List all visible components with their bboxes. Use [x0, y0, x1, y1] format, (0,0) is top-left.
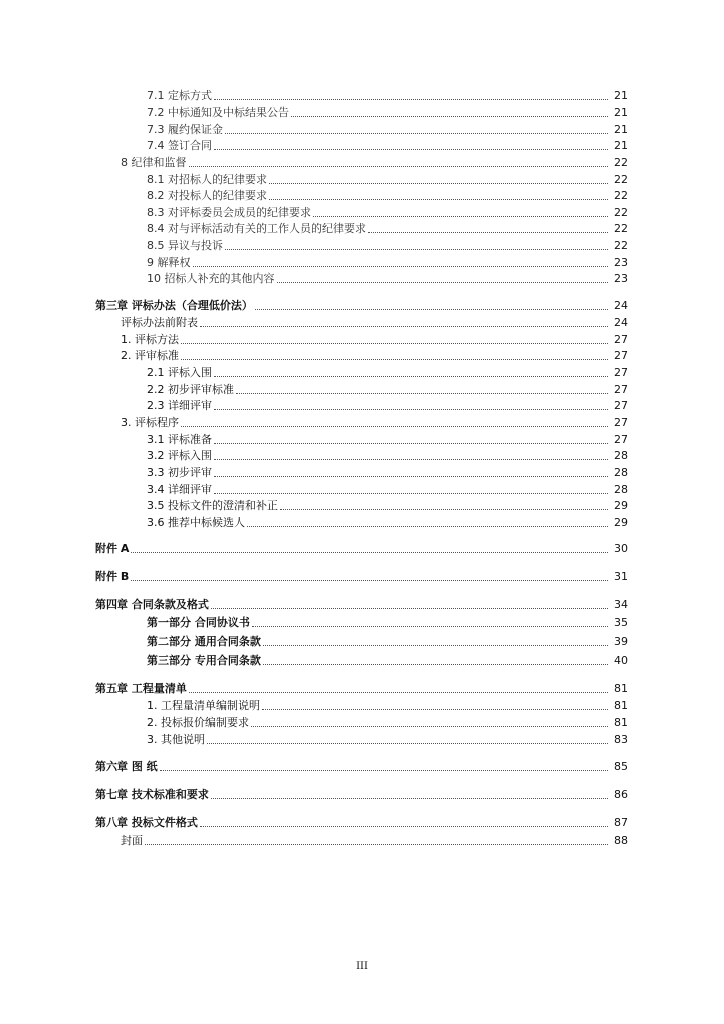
toc-entry[interactable]: [0, 270, 724, 286]
toc-entry[interactable]: [0, 652, 724, 668]
toc-entry-page: 27: [614, 366, 628, 379]
toc-entry[interactable]: [0, 204, 724, 220]
dot-leader: [225, 133, 608, 134]
toc-entry-page: 28: [614, 466, 628, 479]
toc-entry-title: 第二部分 通用合同条款: [147, 635, 261, 648]
toc-entry-title: 8.1 对招标人的纪律要求: [147, 173, 267, 186]
toc-entry-title: 7.4 签订合同: [147, 139, 212, 152]
toc-entry-title: 10 招标人补充的其他内容: [147, 272, 275, 285]
dot-leader: [214, 443, 608, 444]
toc-entry-title: 7.3 履约保证金: [147, 123, 223, 136]
toc-entry-title: 第四章 合同条款及格式: [95, 598, 209, 611]
toc-entry-title: 第五章 工程量清单: [95, 682, 187, 695]
toc-entry-page: 24: [614, 299, 628, 312]
toc-entry-page: 22: [614, 222, 628, 235]
dot-leader: [131, 580, 608, 581]
dot-leader: [211, 798, 608, 799]
toc-entry-title: 7.1 定标方式: [147, 89, 212, 102]
toc-entry[interactable]: [0, 481, 724, 497]
dot-leader: [255, 309, 608, 310]
toc-entry[interactable]: [0, 237, 724, 253]
dot-leader: [200, 326, 608, 327]
dot-leader: [313, 216, 608, 217]
toc-entry-page: 21: [614, 106, 628, 119]
toc-entry-title: 第三部分 专用合同条款: [147, 654, 261, 667]
dot-leader: [277, 282, 609, 283]
toc-entry[interactable]: [0, 220, 724, 236]
toc-entry[interactable]: [0, 137, 724, 153]
toc-chapter-entry[interactable]: [0, 758, 724, 774]
dot-leader: [181, 359, 608, 360]
toc-entry-page: 22: [614, 206, 628, 219]
toc-entry-title: 3. 评标程序: [121, 416, 179, 429]
dot-leader: [131, 552, 608, 553]
dot-leader: [207, 743, 608, 744]
toc-entry-page: 40: [614, 654, 628, 667]
toc-entry-title: 8.4 对与评标活动有关的工作人员的纪律要求: [147, 222, 366, 235]
toc-entry[interactable]: [0, 364, 724, 380]
toc-entry[interactable]: [0, 254, 724, 270]
dot-leader: [200, 826, 608, 827]
toc-entry-title: 2.3 详细评审: [147, 399, 212, 412]
toc-entry[interactable]: [0, 447, 724, 463]
toc-entry-title: 第七章 技术标准和要求: [95, 788, 209, 801]
toc-entry-title: 附件 B: [95, 570, 130, 583]
dot-leader: [214, 459, 608, 460]
toc-entry-title: 3. 其他说明: [147, 733, 205, 746]
dot-leader: [189, 166, 609, 167]
toc-entry-title: 3.4 详细评审: [147, 483, 212, 496]
toc-entry-page: 29: [614, 499, 628, 512]
toc-entry[interactable]: [0, 431, 724, 447]
toc-appendix-entry[interactable]: [0, 540, 724, 556]
toc-entry[interactable]: [0, 397, 724, 413]
toc-entry-page: 28: [614, 449, 628, 462]
toc-entry[interactable]: [0, 614, 724, 630]
dot-leader: [280, 509, 608, 510]
toc-entry[interactable]: [0, 314, 724, 330]
toc-entry-page: 22: [614, 156, 628, 169]
toc-entry-page: 27: [614, 383, 628, 396]
dot-leader: [214, 149, 608, 150]
toc-entry[interactable]: [0, 464, 724, 480]
dot-leader: [263, 645, 608, 646]
dot-leader: [214, 493, 608, 494]
toc-chapter-entry[interactable]: [0, 680, 724, 696]
toc-entry[interactable]: [0, 714, 724, 730]
toc-chapter-entry[interactable]: [0, 297, 724, 313]
toc-entry-page: 35: [614, 616, 628, 629]
toc-entry-title: 第八章 投标文件格式: [95, 816, 198, 829]
dot-leader: [214, 476, 608, 477]
toc-entry-page: 27: [614, 399, 628, 412]
toc-entry-page: 39: [614, 635, 628, 648]
toc-entry-page: 29: [614, 516, 628, 529]
toc-entry-title: 附件 A: [95, 542, 130, 555]
dot-leader: [214, 376, 608, 377]
toc-entry-page: 31: [614, 570, 628, 583]
dot-leader: [252, 626, 608, 627]
toc-entry-title: 评标办法前附表: [121, 316, 198, 329]
toc-entry-page: 81: [614, 699, 628, 712]
dot-leader: [263, 664, 608, 665]
toc-entry[interactable]: [0, 331, 724, 347]
toc-entry-title: 3.1 评标准备: [147, 433, 212, 446]
toc-entry-title: 8.2 对投标人的纪律要求: [147, 189, 267, 202]
toc-entry-title: 3.3 初步评审: [147, 466, 212, 479]
dot-leader: [291, 116, 608, 117]
toc-entry-page: 88: [614, 834, 628, 847]
toc-entry[interactable]: [0, 381, 724, 397]
dot-leader: [193, 266, 609, 267]
toc-entry-page: 83: [614, 733, 628, 746]
toc-entry-title: 3.6 推荐中标候选人: [147, 516, 245, 529]
toc-entry[interactable]: [0, 832, 724, 848]
toc-entry-page: 81: [614, 716, 628, 729]
toc-entry-page: 24: [614, 316, 628, 329]
toc-entry-page: 27: [614, 433, 628, 446]
toc-entry[interactable]: [0, 697, 724, 713]
dot-leader: [262, 709, 608, 710]
toc-entry[interactable]: [0, 187, 724, 203]
toc-entry-page: 30: [614, 542, 628, 555]
dot-leader: [214, 409, 608, 410]
toc-entry[interactable]: [0, 87, 724, 103]
toc-entry[interactable]: [0, 347, 724, 363]
toc-chapter-entry[interactable]: [0, 814, 724, 830]
toc-entry-page: 22: [614, 239, 628, 252]
dot-leader: [181, 343, 608, 344]
dot-leader: [269, 199, 608, 200]
toc-entry-title: 8 纪律和监督: [121, 156, 187, 169]
toc-entry-page: 87: [614, 816, 628, 829]
toc-entry-page: 22: [614, 189, 628, 202]
toc-entry-page: 21: [614, 139, 628, 152]
toc-entry-title: 第六章 图 纸: [95, 760, 158, 773]
dot-leader: [247, 526, 608, 527]
toc-entry-page: 27: [614, 349, 628, 362]
toc-entry[interactable]: [0, 731, 724, 747]
toc-entry-title: 封面: [121, 834, 143, 847]
toc-entry-page: 28: [614, 483, 628, 496]
toc-entry-title: 8.5 异议与投诉: [147, 239, 223, 252]
dot-leader: [251, 726, 608, 727]
toc-entry-page: 34: [614, 598, 628, 611]
toc-entry-page: 22: [614, 173, 628, 186]
toc-entry-title: 8.3 对评标委员会成员的纪律要求: [147, 206, 311, 219]
toc-entry-title: 2. 投标报价编制要求: [147, 716, 249, 729]
toc-entry[interactable]: [0, 154, 724, 170]
toc-entry-title: 1. 工程量清单编制说明: [147, 699, 260, 712]
toc-entry-page: 21: [614, 123, 628, 136]
toc-entry-title: 第三章 评标办法（合理低价法）: [95, 299, 253, 312]
toc-entry-title: 9 解释权: [147, 256, 191, 269]
dot-leader: [160, 770, 608, 771]
toc-entry[interactable]: [0, 514, 724, 530]
toc-entry-title: 2.2 初步评审标准: [147, 383, 234, 396]
dot-leader: [211, 608, 608, 609]
toc-entry-page: 21: [614, 89, 628, 102]
dot-leader: [236, 393, 608, 394]
toc-entry[interactable]: [0, 633, 724, 649]
toc-entry-title: 第一部分 合同协议书: [147, 616, 250, 629]
toc-entry-title: 7.2 中标通知及中标结果公告: [147, 106, 289, 119]
toc-entry-title: 2.1 评标入围: [147, 366, 212, 379]
toc-entry-page: 85: [614, 760, 628, 773]
toc-entry-title: 1. 评标方法: [121, 333, 179, 346]
toc-entry-page: 23: [614, 256, 628, 269]
toc-entry-page: 23: [614, 272, 628, 285]
dot-leader: [269, 183, 608, 184]
dot-leader: [181, 426, 608, 427]
dot-leader: [368, 232, 608, 233]
toc-entry[interactable]: [0, 121, 724, 137]
toc-chapter-entry[interactable]: [0, 596, 724, 612]
toc-entry-title: 2. 评审标准: [121, 349, 179, 362]
toc-entry-page: 27: [614, 333, 628, 346]
toc-chapter-entry[interactable]: [0, 786, 724, 802]
dot-leader: [214, 99, 608, 100]
toc-entry-page: 81: [614, 682, 628, 695]
toc-entry-page: 86: [614, 788, 628, 801]
toc-appendix-entry[interactable]: [0, 568, 724, 584]
page-number: III: [356, 961, 368, 972]
toc-entry-page: 27: [614, 416, 628, 429]
toc-entry-title: 3.2 评标入围: [147, 449, 212, 462]
toc-entry[interactable]: [0, 414, 724, 430]
toc-entry[interactable]: [0, 104, 724, 120]
dot-leader: [145, 844, 608, 845]
toc-entry[interactable]: [0, 497, 724, 513]
toc-entry[interactable]: [0, 171, 724, 187]
dot-leader: [225, 249, 608, 250]
toc-entry-title: 3.5 投标文件的澄清和补正: [147, 499, 278, 512]
dot-leader: [189, 692, 608, 693]
